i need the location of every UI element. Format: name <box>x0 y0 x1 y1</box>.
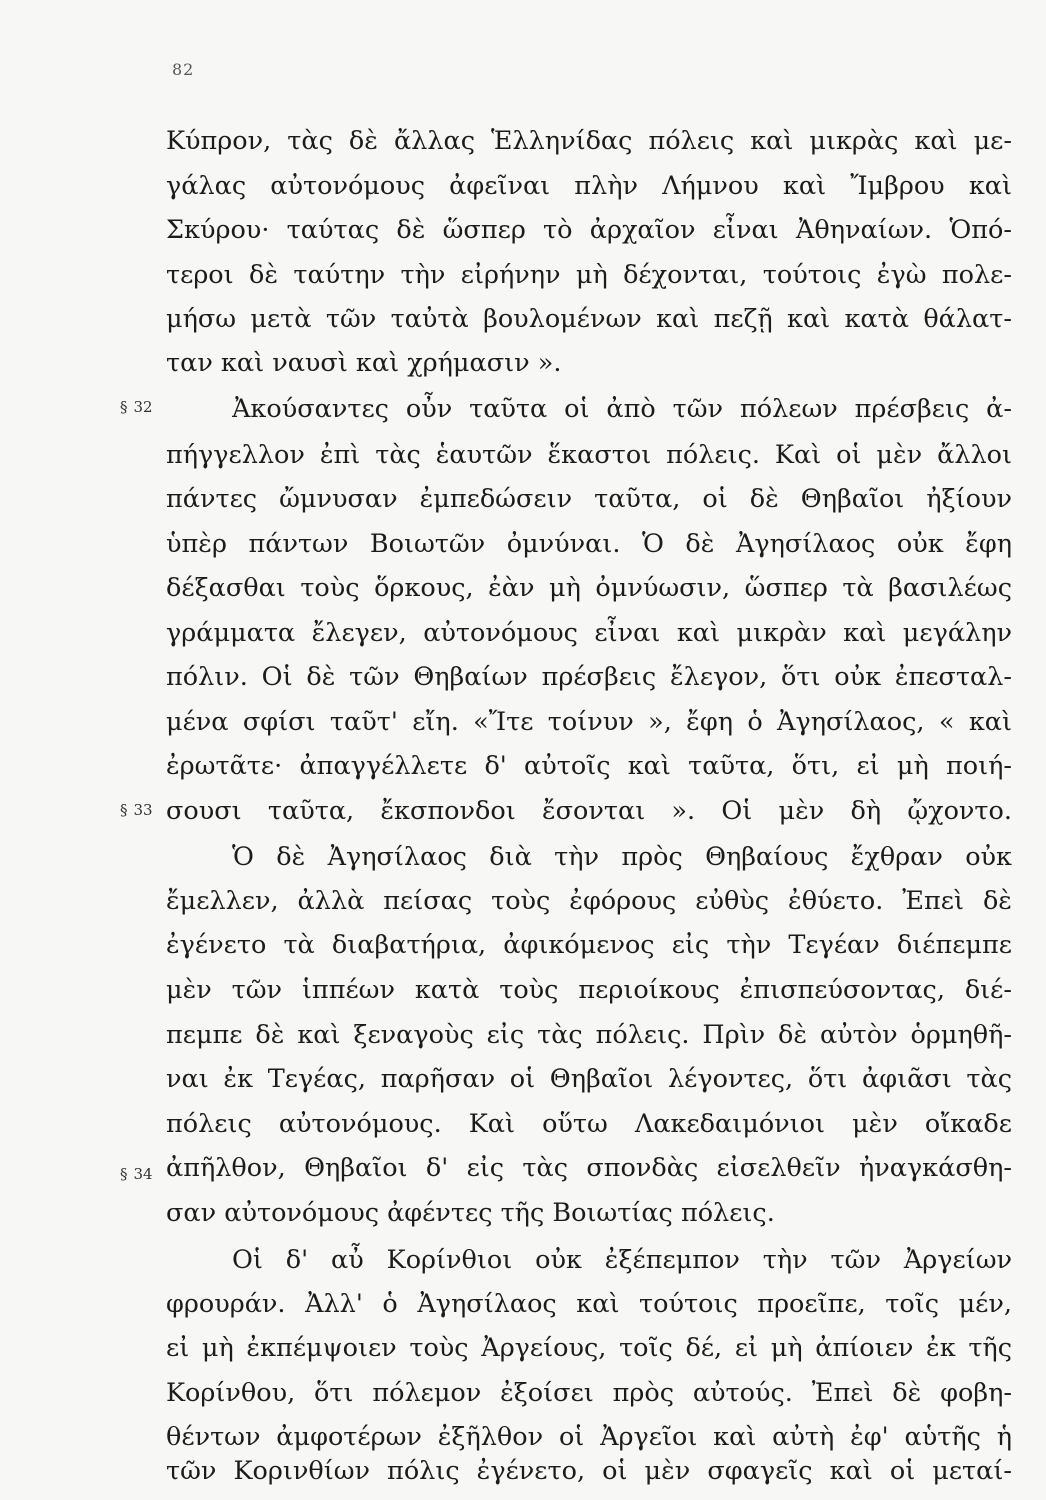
section-symbol: § <box>120 801 128 819</box>
text-line: ταν καὶ ναυσὶ καὶ χρήμασιν ». <box>166 348 562 378</box>
text-line: γράμματα ἔλεγεν, αὐτονόμους εἶναι καὶ μικρὰν καὶ μεγάλην <box>166 618 1012 648</box>
section-number: 33 <box>133 801 153 819</box>
text-line: μένα σφίσι ταῦτ' εἴη. «Ἴτε τοίνυν », ἔφη ὁ Ἀγησίλαος, « καὶ <box>166 707 1012 737</box>
section-symbol: § <box>120 1165 128 1183</box>
text-line: πεμπε δὲ καὶ ξεναγοὺς εἰς τὰς πόλεις. Πρὶν δὲ αὐτὸν ὁρμηθῆ- <box>166 1020 1012 1050</box>
text-line: δέξασθαι τοὺς ὅρκους, ἐὰν μὴ ὀμνύωσιν, ὥσπερ τὰ βασιλέως <box>166 573 1012 603</box>
text-line: πήγγελλον ἐπὶ τὰς ἑαυτῶν ἕκαστοι πόλεις. Καὶ οἱ μὲν ἄλλοι <box>166 440 1012 470</box>
text-line: ἐγένετο τὰ διαβατήρια, ἀφικόμενος εἰς τὴν Τεγέαν διέπεμπε <box>166 930 1012 960</box>
text-line: ὑπὲρ πάντων Βοιωτῶν ὀμνύναι. Ὁ δὲ Ἀγησίλαος οὐκ ἔφη <box>166 529 1012 559</box>
section-number: 34 <box>133 1165 153 1183</box>
text-line: ἐρωτᾶτε· ἀπαγγέλλετε δ' αὐτοῖς καὶ ταῦτα, ὅτι, εἰ μὴ ποιή- <box>166 751 1012 781</box>
text-line: πάντες ὤμνυσαν ἐμπεδώσειν ταῦτα, οἱ δὲ Θηβαῖοι ἠξίουν <box>166 484 1012 514</box>
section-symbol: § <box>120 398 128 416</box>
text-line: εἰ μὴ ἐκπέμψοιεν τοὺς Ἀργείους, τοῖς δέ, εἰ μὴ ἀπίοιεν ἐκ τῆς <box>166 1333 1012 1363</box>
text-line: σαν αὐτονόμους ἀφέντες τῆς Βοιωτίας πόλεις. <box>166 1198 775 1228</box>
text-line: Ἀκούσαντες οὖν ταῦτα οἱ ἀπὸ τῶν πόλεων πρέσβεις ἀ- <box>232 394 1012 424</box>
text-line: ἔμελλεν, ἀλλὰ πείσας τοὺς ἐφόρους εὐθὺς ἐθύετο. Ἐπεὶ δὲ <box>166 886 1012 916</box>
text-line: φρουράν. Ἀλλ' ὁ Ἀγησίλαος καὶ τούτοις προεῖπε, τοῖς μέν, <box>166 1289 1012 1319</box>
text-line: ἀπῆλθον, Θηβαῖοι δ' εἰς τὰς σπονδὰς εἰσελθεῖν ἠναγκάσθη- <box>166 1153 1012 1183</box>
text-line: Σκύρου· ταύτας δὲ ὥσπερ τὸ ἀρχαῖον εἶναι Ἀθηναίων. Ὁπό- <box>166 215 1012 245</box>
section-marker-33 <box>120 800 153 820</box>
text-line: Κορίνθου, ὅτι πόλεμον ἐξοίσει πρὸς αὐτούς. Ἐπεὶ δὲ φοβη- <box>166 1378 1012 1408</box>
text-line: γάλας αὐτονόμους ἀφεῖναι πλὴν Λήμνου καὶ Ἴμβρου καὶ <box>166 171 1012 201</box>
text-line: πόλεις αὐτονόμους. Καὶ οὕτω Λακεδαιμόνιοι μὲν οἴκαδε <box>166 1109 1012 1139</box>
text-line: τῶν Κορινθίων πόλις ἐγένετο, οἱ μὲν σφαγεῖς καὶ οἱ μεταί- <box>166 1456 1012 1486</box>
text-line: θέντων ἀμφοτέρων ἐξῆλθον οἱ Ἀργεῖοι καὶ αὐτὴ ἐφ' αὑτῆς ἡ <box>166 1422 1012 1452</box>
section-marker-34 <box>120 1164 153 1184</box>
text-line: πόλιν. Οἱ δὲ τῶν Θηβαίων πρέσβεις ἔλεγον, ὅτι οὐκ ἐπεσταλ- <box>166 662 1012 692</box>
text-line: Οἱ δ' αὖ Κορίνθιοι οὐκ ἐξέπεμπον τὴν τῶν Ἀργείων <box>232 1245 1012 1275</box>
text-line: σουσι ταῦτα, ἔκσπονδοι ἔσονται ». Οἱ μὲν δὴ ᾤχοντο. <box>166 796 1012 826</box>
section-number: 32 <box>133 398 153 416</box>
text-line: ναι ἐκ Τεγέας, παρῆσαν οἱ Θηβαῖοι λέγοντες, ὅτι ἀφιᾶσι τὰς <box>166 1064 1012 1094</box>
page-number: 82 <box>172 60 195 79</box>
section-marker-32 <box>120 397 153 417</box>
text-line: μήσω μετὰ τῶν ταὐτὰ βουλομένων καὶ πεζῇ καὶ κατὰ θάλατ- <box>166 304 1012 334</box>
text-line: Ὁ δὲ Ἀγησίλαος διὰ τὴν πρὸς Θηβαίους ἔχθραν οὐκ <box>232 842 1012 872</box>
text-line: μὲν τῶν ἱππέων κατὰ τοὺς περιοίκους ἐπισπεύσοντας, διέ- <box>166 975 1012 1005</box>
text-line: τεροι δὲ ταύτην τὴν εἰρήνην μὴ δέχονται, τούτοις ἐγὼ πολε- <box>166 260 1012 290</box>
text-line: Κύπρον, τὰς δὲ ἄλλας Ἑλληνίδας πόλεις καὶ μικρὰς καὶ με- <box>166 126 1012 156</box>
